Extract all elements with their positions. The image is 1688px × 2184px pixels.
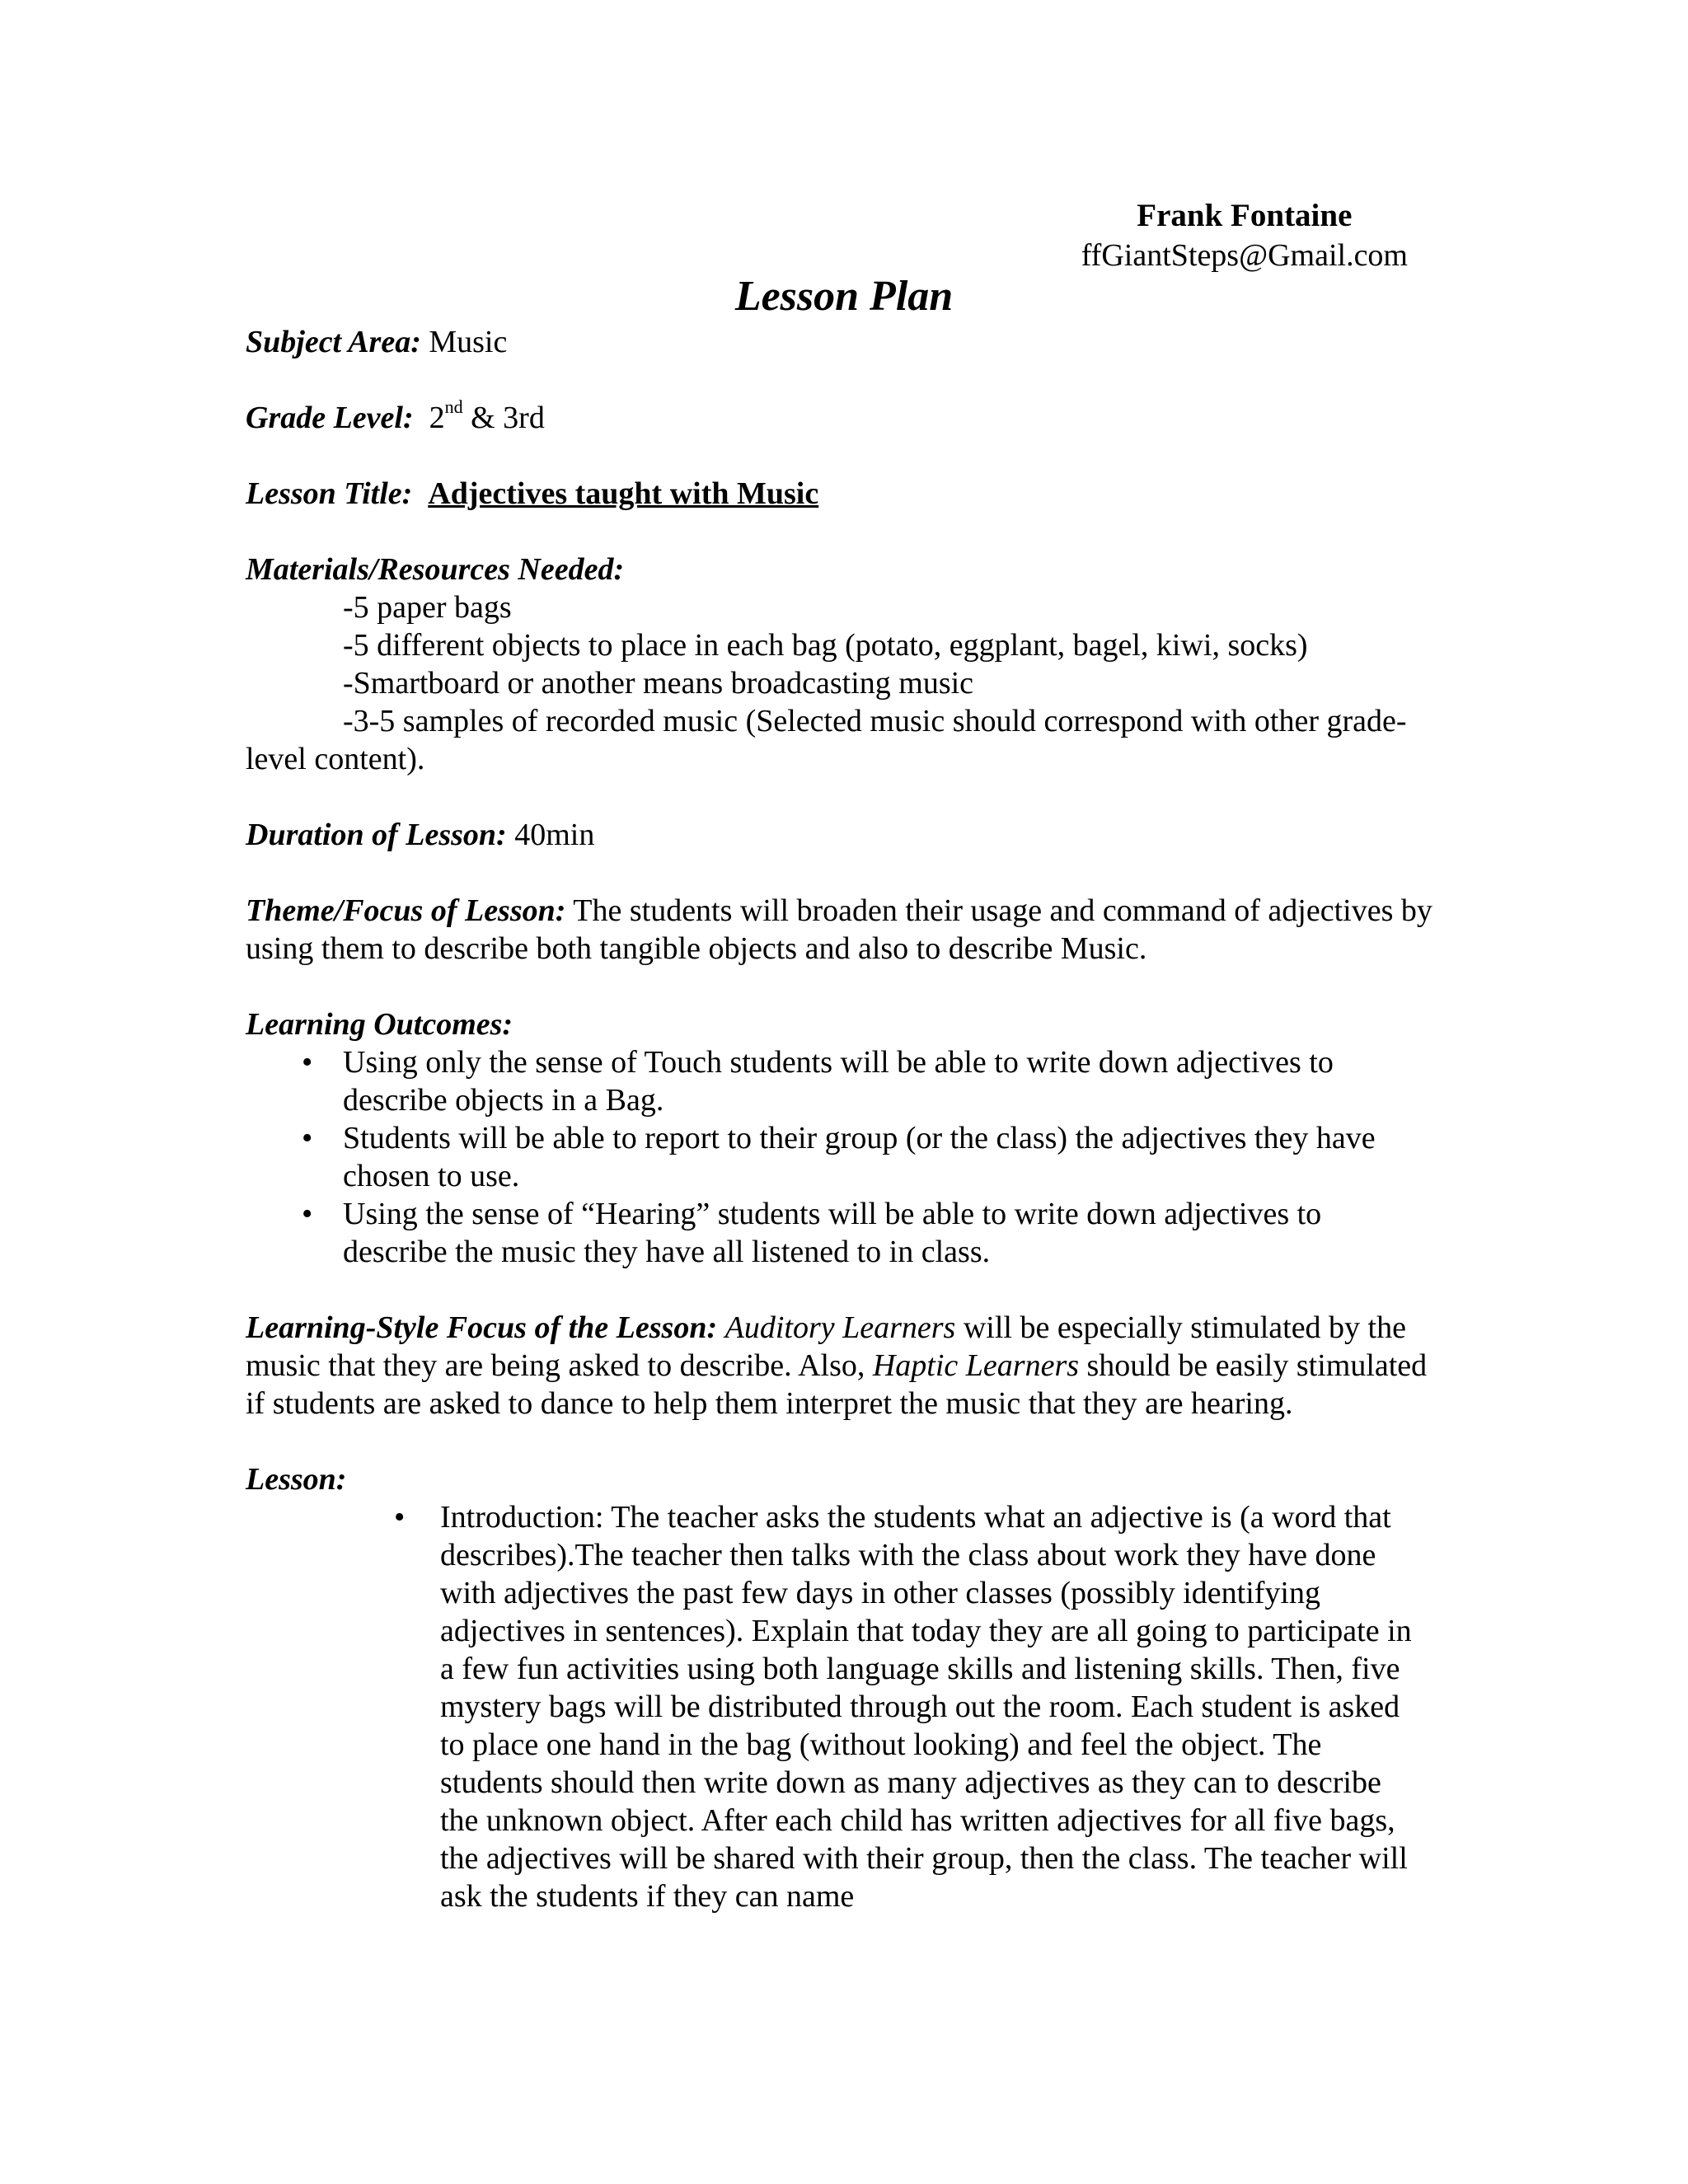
subject-area-value: Music: [429, 325, 508, 359]
lesson-item: [246, 1498, 1432, 1915]
outcomes-heading: [246, 1005, 1432, 1043]
grade-level-rest: & 3rd: [462, 401, 545, 435]
duration-label: Duration of Lesson:: [246, 818, 507, 852]
grade-level-label: Grade Level:: [246, 401, 414, 435]
learning-style-haptic: Haptic Learners: [872, 1348, 1080, 1383]
materials-item: -3-5 samples of recorded music (Selected music should correspond with other grade-level content).: [246, 704, 1407, 776]
subject-area-field: [246, 323, 1432, 361]
outcomes-label: Learning Outcomes:: [246, 1007, 513, 1042]
grade-level-field: [246, 396, 1432, 437]
grade-level-number: 2: [429, 401, 445, 435]
theme-value: The students will broaden their usage and command of adjectives by using them to describe both tangible objects and also to describe Music.: [246, 893, 1432, 966]
outcome-text: Using only the sense of Touch students will be able to write down adjectives to describe objects in a Bag.: [343, 1045, 1334, 1118]
learning-style-auditory: Auditory Learners: [724, 1310, 956, 1345]
document-body: [246, 323, 1432, 1915]
outcomes-list: [246, 1043, 1432, 1271]
learning-style-label: Learning-Style Focus of the Lesson:: [246, 1310, 718, 1345]
bullet-icon: •: [302, 1121, 313, 1155]
outcome-text: Using the sense of “Hearing” students will be able to write down adjectives to describe the music they have all listened to in class.: [343, 1197, 1322, 1269]
subject-area-label: Subject Area:: [246, 325, 421, 359]
author-block: [1081, 196, 1408, 275]
lesson-title-label: Lesson Title:: [246, 476, 413, 511]
lesson-title-value: Adjectives taught with Music: [428, 476, 819, 511]
duration-field: [246, 816, 1432, 854]
bullet-icon: •: [302, 1045, 313, 1080]
theme-label: Theme/Focus of Lesson:: [246, 893, 566, 928]
outcome-text: Students will be able to report to their group (or the class) the adjectives they have chosen to use.: [343, 1121, 1376, 1193]
lesson-heading: [246, 1460, 1432, 1498]
materials-list: [246, 588, 1432, 778]
outcome-item: [246, 1195, 1432, 1271]
materials-item: -5 paper bags: [343, 590, 512, 625]
learning-style-field: [246, 1309, 1432, 1422]
materials-heading: [246, 551, 1432, 588]
learning-style-text-1: will be especially stimulated by the music that they are being asked to describe. Also,: [246, 1310, 1406, 1383]
bullet-icon: •: [302, 1197, 313, 1231]
materials-item: -Smartboard or another means broadcasting music: [343, 666, 974, 701]
lesson-label: Lesson:: [246, 1462, 347, 1497]
materials-label: Materials/Resources Needed:: [246, 552, 625, 587]
materials-item: -5 different objects to place in each bag (potato, eggplant, bagel, kiwi, socks): [343, 628, 1308, 663]
outcome-item: [246, 1119, 1432, 1195]
author-email: ffGiantSteps@Gmail.com: [1081, 238, 1408, 273]
learning-style-text-2: should be easily stimulated if students are asked to dance to help them interpret the music that they are hearing.: [246, 1348, 1428, 1421]
author-name: Frank Fontaine: [1137, 198, 1353, 233]
grade-level-suffix: nd: [444, 396, 463, 418]
duration-value: 40min: [514, 818, 595, 852]
lesson-title-field: [246, 475, 1432, 513]
document-title: Lesson Plan: [734, 273, 954, 320]
lesson-list: [246, 1498, 1432, 1915]
bullet-icon: •: [394, 1500, 406, 1535]
theme-field: [246, 892, 1432, 968]
outcome-item: [246, 1043, 1432, 1119]
lesson-text: Introduction: The teacher asks the students what an adjective is (a word that describes).The teacher then talks with the class about work they have done with adjectives the past few days in other classes (possibly identifying adjectives in sentences). Explain that today they are all going to participate in a few fun activities using both language skills and listening skills. Then, five mystery bags will be distributed through out the room. Each student is asked to place one hand in the bag (without looking) and feel the object. The students should then write down as many adjectives as they can to describe the unknown object. After each child has written adjectives for all five bags, the adjectives will be shared with their group, then the class. The teacher will ask the students if they can name: [440, 1500, 1412, 1914]
